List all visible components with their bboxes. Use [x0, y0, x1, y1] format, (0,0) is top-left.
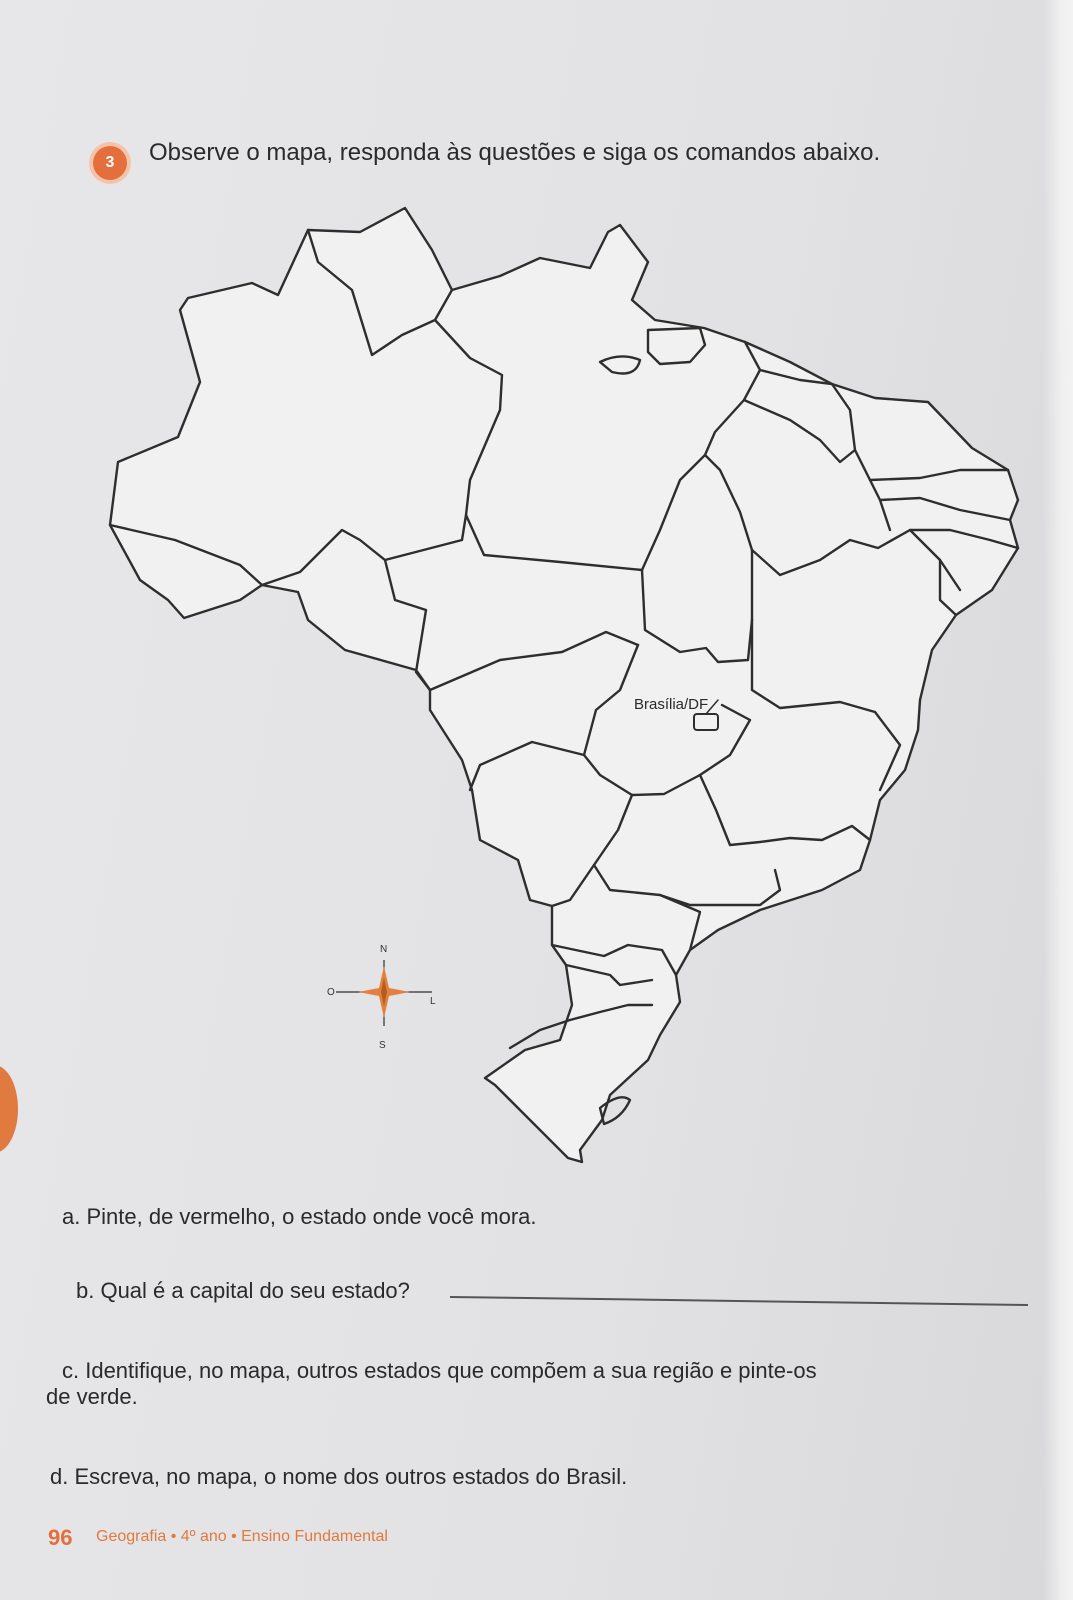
question-instruction: Observe o mapa, responda às questões e siga os comandos abaixo.: [149, 139, 881, 166]
item-c-line2: de verde.: [46, 1384, 138, 1409]
compass-north: N: [380, 944, 388, 955]
capital-label: Brasília/DF: [634, 696, 709, 713]
item-d: d. Escreva, no mapa, o nome dos outros estados do Brasil.: [50, 1464, 628, 1489]
df-box: [694, 714, 718, 730]
compass-west: O: [327, 987, 335, 998]
brazil-outline: [110, 208, 1018, 1162]
item-a: a. Pinte, de vermelho, o estado onde você mora.: [62, 1204, 537, 1229]
item-b: b. Qual é a capital do seu estado?: [76, 1278, 410, 1303]
compass-east: L: [430, 996, 436, 1007]
footer-text: Geografia • 4º ano • Ensino Fundamental: [96, 1528, 388, 1545]
compass-rose-icon: [336, 960, 432, 1026]
compass-south: S: [379, 1040, 386, 1051]
question-number-badge: 3: [93, 146, 127, 180]
page-number: 96: [48, 1525, 73, 1550]
item-c-line1: c. Identifique, no mapa, outros estados que compõem a sua região e pinte-os: [62, 1358, 817, 1383]
